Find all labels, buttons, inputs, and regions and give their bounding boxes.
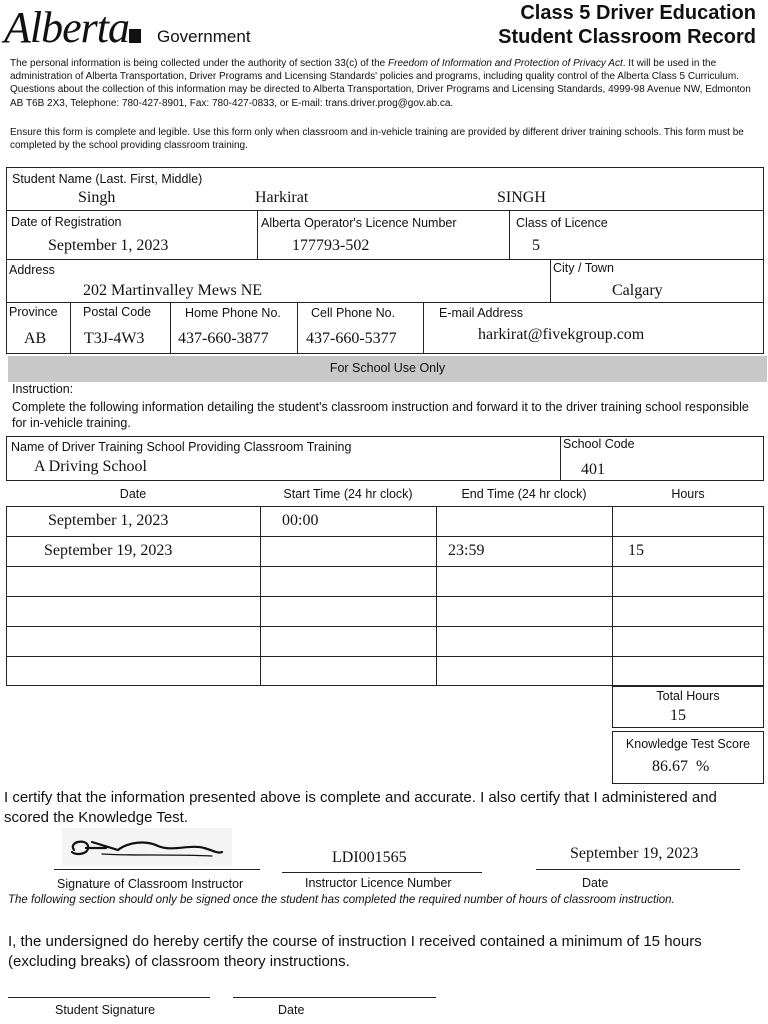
school-use-banner-text: For School Use Only [329,361,446,375]
session-date-cell[interactable]: September 19, 2023 [44,542,173,559]
end-time-column-header: End Time (24 hr clock) [461,487,587,501]
knowledge-test-label: Knowledge Test Score [625,737,751,751]
registration-date-field[interactable]: September 1, 2023 [48,237,169,254]
registration-date-label: Date of Registration [11,215,122,229]
school-code-label: School Code [563,437,635,451]
instruction-text: Complete the following information detailing the student's classroom instruction and forward it to the driver training school responsible for in-vehicle training. [12,400,749,430]
alberta-logo: Alberta [4,3,129,52]
start-time-column-header: Start Time (24 hr clock) [283,487,413,501]
student-name-label: Student Name (Last. First, Middle) [12,172,203,186]
privacy-notice: The personal information is being collected under the authority of section 33(c) of the Freedom of Information and Protection of Privacy Act. It will be used in the administration of Alberta Transportation, Driver Programs and Licensing Standards' policies and programs, including quality control of the Alberta Class 5 Curriculum. Questions about the collection of this information may be directed to Alberta Transportation, Driver Programs and Licensing Standards, 4999-98 Avenue NW, Edmonton AB T6B 2X3, Telephone: 780-427-8901, Fax: 780-427-0833, or E-mail: trans.driver.prog@gov.ab.ca. [10,58,751,109]
postal-code-field[interactable]: T3J-4W3 [84,330,145,347]
instructor-signature-label: Signature of Classroom Instructor [57,877,244,891]
email-field[interactable]: harkirat@fivekgroup.com [478,326,645,343]
certification-date-field[interactable]: September 19, 2023 [570,845,699,862]
date-column-header: Date [119,487,147,501]
licence-number-label: Alberta Operator's Licence Number [261,216,457,230]
province-label: Province [9,305,58,319]
home-phone-field[interactable]: 437-660-3877 [178,330,269,347]
cell-phone-field[interactable]: 437-660-5377 [306,330,397,347]
signature-scribble [62,828,232,866]
licence-number-field[interactable]: 177793-502 [292,237,370,254]
completion-instructions: Ensure this form is complete and legible. Use this form only when classroom and in-vehicle training are provided by different driver training schools. This form must be completed by the school providing classroom training. [10,127,744,152]
cell-phone-label: Cell Phone No. [311,306,396,320]
address-label: Address [9,263,55,277]
school-name-label: Name of Driver Training School Providing Classroom Training [11,440,352,454]
home-phone-label: Home Phone No. [185,306,281,320]
government-label: Government [157,27,251,46]
licence-class-field[interactable]: 5 [532,237,540,254]
student-signature-label: Student Signature [55,1003,156,1017]
knowledge-test-score-field[interactable]: 86.67 % [652,758,710,775]
certification-date-label: Date [582,876,609,890]
instructor-signature[interactable] [62,828,232,866]
hours-column-header: Hours [671,487,705,501]
instructor-licence-field[interactable]: LDI001565 [332,849,407,866]
student-middle-name[interactable]: SINGH [497,189,546,206]
instruction-heading: Instruction: [12,382,74,396]
session-end-cell[interactable]: 23:59 [448,542,485,559]
form-title-line1: Class 5 Driver Education [520,2,756,24]
city-field[interactable]: Calgary [612,282,663,299]
licence-class-label: Class of Licence [516,216,608,230]
total-hours-label: Total Hours [656,689,720,703]
alberta-logo-mark [129,29,141,43]
instructor-licence-label: Instructor Licence Number [305,876,452,890]
school-name-field[interactable]: A Driving School [34,458,147,475]
address-field[interactable]: 202 Martinvalley Mews NE [83,282,263,299]
province-field[interactable]: AB [24,330,47,347]
email-label: E-mail Address [439,306,524,320]
student-last-name[interactable]: Singh [78,189,116,206]
session-start-cell[interactable]: 00:00 [282,512,319,529]
city-label: City / Town [553,261,614,275]
form-title-line2: Student Classroom Record [498,26,756,48]
signing-note: The following section should only be signed once the student has completed the required number of hours of classroom instruction. [8,894,675,906]
session-date-cell[interactable]: September 1, 2023 [48,512,169,529]
student-first-name[interactable]: Harkirat [255,189,309,206]
student-certification-text: I, the undersigned do hereby certify the course of instruction I received contained a minimum of 15 hours (excluding breaks) of classroom theory instructions. [8,933,702,970]
school-code-field[interactable]: 401 [581,461,605,478]
total-hours-field[interactable]: 15 [670,707,686,724]
postal-code-label: Postal Code [83,305,152,319]
student-info-section [6,167,764,354]
session-hours-cell[interactable]: 15 [628,542,644,559]
student-date-label: Date [278,1003,305,1017]
instructor-certification-text: I certify that the information presented above is complete and accurate. I also certify that I administered and scored the Knowledge Test. [4,789,717,826]
